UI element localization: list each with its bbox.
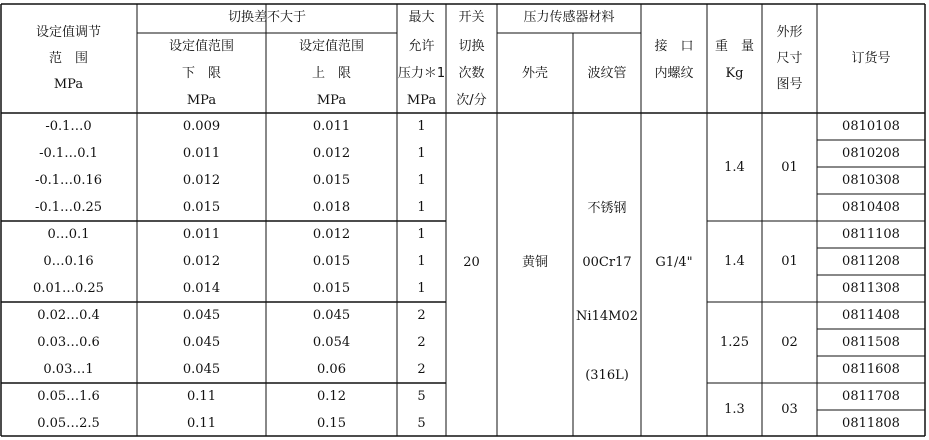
switch-freq-header-line: 开关 [458, 9, 485, 25]
max-pressure-cell: 1 [417, 173, 426, 188]
bellows-cell-line: Ni14M02 [576, 308, 638, 324]
dims-cell: 02 [781, 335, 798, 350]
upper-limit-header-line: MPa [316, 92, 347, 108]
upper-limit-header-line: 设定值范围 [298, 38, 364, 54]
upper-limit-cell: 0.015 [312, 254, 351, 269]
max-pressure-cell: 1 [417, 146, 426, 161]
lower-limit-cell: 0.045 [182, 335, 221, 350]
switch-freq-header-line: 次数 [458, 65, 485, 81]
range-cell: 0.03…0.6 [37, 335, 100, 350]
order-no-cell: 0811108 [842, 227, 900, 242]
weight-header-line: 重 量 [714, 38, 754, 54]
max-pressure-cell: 1 [417, 281, 426, 296]
upper-limit-cell: 0.011 [312, 119, 351, 134]
range-cell: -0.1…0.25 [34, 200, 102, 215]
sensor-material-header: 压力传感器材料 [523, 9, 615, 25]
order-no-cell: 0810408 [842, 200, 900, 215]
order-no-cell: 0810108 [842, 119, 900, 134]
dims-header-line: 外形 [776, 24, 803, 40]
max-pressure-cell: 1 [417, 254, 426, 269]
upper-limit-cell: 0.12 [317, 389, 346, 404]
range-cell: 0.05…2.5 [37, 415, 100, 431]
max-pressure-cell: 5 [417, 415, 426, 431]
dims-cell: 03 [781, 402, 798, 417]
lower-limit-cell: 0.011 [182, 146, 221, 161]
max-pressure-header-line: MPa [406, 92, 437, 108]
range-cell: 0.02…0.4 [37, 308, 100, 323]
lower-limit-cell: 0.045 [182, 308, 221, 323]
lower-limit-cell: 0.011 [182, 227, 221, 242]
bellows-cell-line: 00Cr17 [582, 254, 632, 270]
switch-freq-header-line: 次/分 [456, 92, 487, 108]
order-no-cell: 0811508 [842, 335, 900, 350]
range-cell: 0…0.16 [43, 254, 94, 269]
max-pressure-cell: 5 [417, 389, 426, 404]
upper-limit-cell: 0.054 [312, 335, 351, 350]
upper-limit-header-line: 上 限 [311, 65, 351, 81]
upper-limit-cell: 0.06 [317, 362, 346, 377]
max-pressure-cell: 1 [417, 227, 426, 242]
range-cell: -0.1…0.1 [39, 146, 98, 161]
range-cell: 0…0.1 [47, 227, 90, 242]
upper-limit-cell: 0.015 [312, 281, 351, 296]
lower-limit-cell: 0.11 [187, 415, 216, 431]
lower-limit-header-line: 设定值范围 [168, 38, 234, 54]
order-no-cell: 0811608 [842, 362, 900, 377]
lower-limit-cell: 0.009 [182, 119, 221, 134]
setting-range-header-line: 范 围 [48, 50, 88, 66]
max-pressure-cell: 1 [417, 119, 426, 134]
dims-header-line: 尺寸 [776, 50, 803, 66]
bellows-cell-line: 不锈钢 [587, 200, 627, 216]
range-cell: -0.1…0.16 [34, 173, 102, 188]
range-cell: 0.05…1.6 [37, 389, 100, 404]
lower-limit-cell: 0.012 [182, 254, 221, 269]
lower-limit-cell: 0.045 [182, 362, 221, 377]
switch-freq-cell: 20 [463, 254, 480, 270]
max-pressure-cell: 2 [417, 335, 426, 350]
range-cell: 0.01…0.25 [33, 281, 104, 296]
weight-cell: 1.4 [724, 254, 745, 269]
order-no-header: 订货号 [851, 50, 891, 66]
lower-limit-cell: 0.015 [182, 200, 221, 215]
upper-limit-cell: 0.045 [312, 308, 351, 323]
max-pressure-cell: 1 [417, 200, 426, 215]
lower-limit-header-line: MPa [186, 92, 217, 108]
weight-cell: 1.3 [724, 402, 745, 417]
switch-diff-header: 切换差不大于 [227, 9, 306, 25]
dims-cell: 01 [781, 254, 798, 269]
lower-limit-header-line: 下 限 [181, 65, 221, 81]
max-pressure-cell: 2 [417, 308, 426, 323]
max-pressure-header-line: 压力＊1 [397, 65, 446, 81]
bellows-header: 波纹管 [587, 65, 627, 81]
order-no-cell: 0811708 [842, 389, 900, 404]
setting-range-header-line: MPa [53, 76, 84, 92]
shell-header: 外壳 [521, 65, 548, 81]
max-pressure-cell: 2 [417, 362, 426, 377]
lower-limit-cell: 0.012 [182, 173, 221, 188]
lower-limit-cell: 0.014 [182, 281, 221, 296]
upper-limit-cell: 0.012 [312, 227, 351, 242]
max-pressure-header-line: 最大 [408, 9, 435, 25]
bellows-cell-line: (316L) [585, 367, 629, 383]
weight-header-line: Kg [725, 65, 744, 81]
weight-cell: 1.25 [720, 335, 749, 350]
setting-range-header-line: 设定值调节 [35, 24, 101, 40]
port-header-line: 接 口 [654, 38, 694, 54]
order-no-cell: 0811208 [842, 254, 900, 269]
lower-limit-cell: 0.11 [187, 389, 216, 404]
dims-header-line: 图号 [776, 76, 803, 92]
switch-freq-header-line: 切换 [458, 38, 485, 54]
upper-limit-cell: 0.15 [317, 415, 346, 431]
order-no-cell: 0811308 [842, 281, 900, 296]
order-no-cell: 0810308 [842, 173, 900, 188]
upper-limit-cell: 0.018 [312, 200, 351, 215]
range-cell: 0.03…1 [43, 362, 94, 377]
order-no-cell: 0811408 [842, 308, 900, 323]
max-pressure-header-line: 允许 [408, 38, 435, 54]
order-no-cell: 0811808 [842, 415, 900, 431]
dims-cell: 01 [781, 159, 798, 175]
upper-limit-cell: 0.012 [312, 146, 351, 161]
shell-cell: 黄铜 [521, 254, 548, 270]
port-header-line: 内螺纹 [654, 65, 694, 81]
port-cell: G1/4" [655, 254, 693, 270]
weight-cell: 1.4 [724, 159, 745, 175]
order-no-cell: 0810208 [842, 146, 900, 161]
range-cell: -0.1…0 [45, 119, 92, 134]
upper-limit-cell: 0.015 [312, 173, 351, 188]
